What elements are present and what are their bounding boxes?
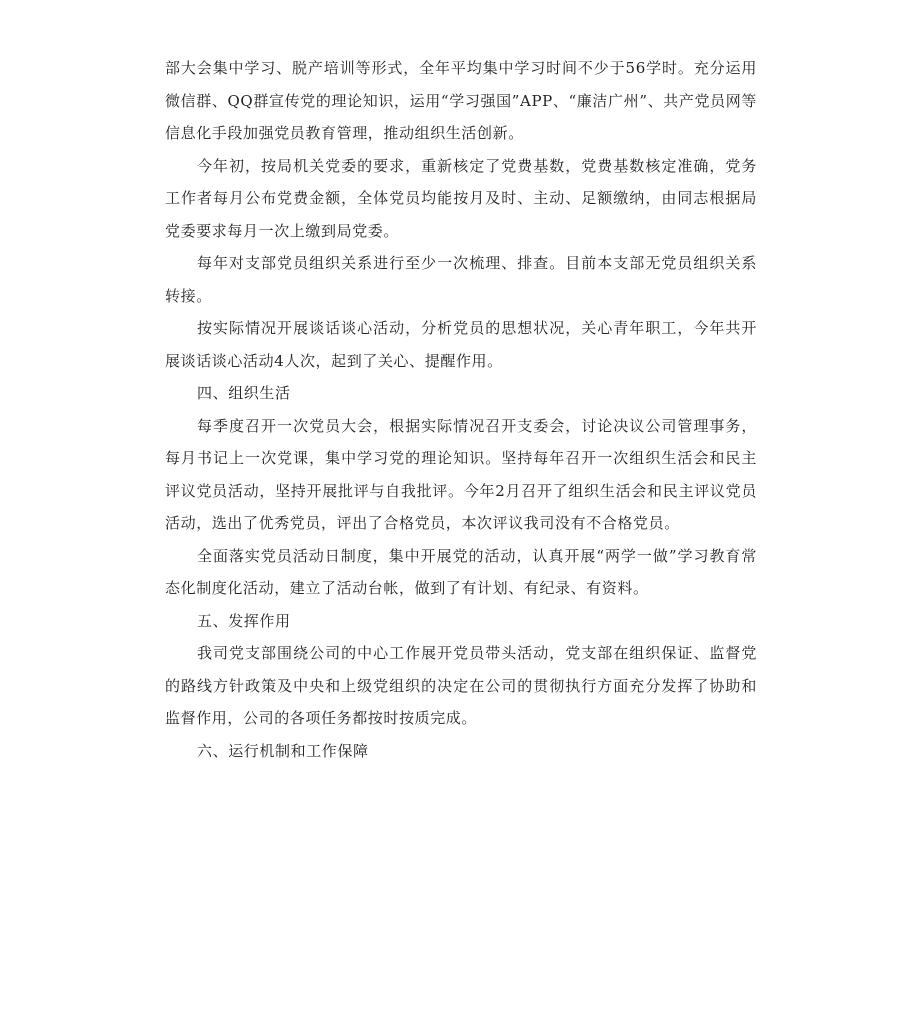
paragraph-talks: 按实际情况开展谈话谈心活动，分析党员的思想状况，关心青年职工，今年共开展谈话谈心活动4人次，起到了关心、提醒作用。: [165, 319, 757, 370]
paragraph-meetings: 每季度召开一次党员大会，根据实际情况召开支委会，讨论决议公司管理事务，每月书记上一次党课，集中学习党的理论知识。坚持每年召开一次组织生活会和民主评议党员活动，坚持开展批评与自我批评。今年2月召开了组织生活会和民主评议党员活动，选出了优秀党员，评出了合格党员，本次评议我司没有不合格党员。: [165, 416, 757, 532]
section-heading-org-life: 四、组织生活: [197, 384, 291, 402]
paragraph-continued: 部大会集中学习、脱产培训等形式，全年平均集中学习时间不少于56学时。充分运用微信群、QQ群宣传党的理论知识，运用“学习强国”APP、“廉洁广州”、共产党员网等信息化手段加强党员教育管理，推动组织生活创新。: [165, 59, 757, 142]
paragraph-org-relations: 每年对支部党员组织关系进行至少一次梳理、排查。目前本支部无党员组织关系转接。: [165, 254, 757, 305]
paragraph-role: 我司党支部围绕公司的中心工作展开党员带头活动，党支部在组织保证、监督党的路线方针政策及中央和上级党组织的决定在公司的贯彻执行方面充分发挥了协助和监督作用，公司的各项任务都按时按质完成。: [165, 644, 757, 727]
document-page: [165, 52, 757, 767]
section-heading-mechanism: 六、运行机制和工作保障: [197, 741, 369, 760]
section-heading-role: 五、发挥作用: [197, 611, 291, 630]
paragraph-activity-day: 全面落实党员活动日制度，集中开展党的活动，认真开展“两学一做”学习教育常态化制度化活动，建立了活动台帐，做到了有计划、有纪录、有资料。: [165, 546, 757, 597]
paragraph-party-dues: 今年初，按局机关党委的要求，重新核定了党费基数，党费基数核定准确，党务工作者每月公布党费金额，全体党员均能按月及时、主动、足额缴纳，由同志根据局党委要求每月一次上缴到局党委。: [165, 156, 757, 240]
